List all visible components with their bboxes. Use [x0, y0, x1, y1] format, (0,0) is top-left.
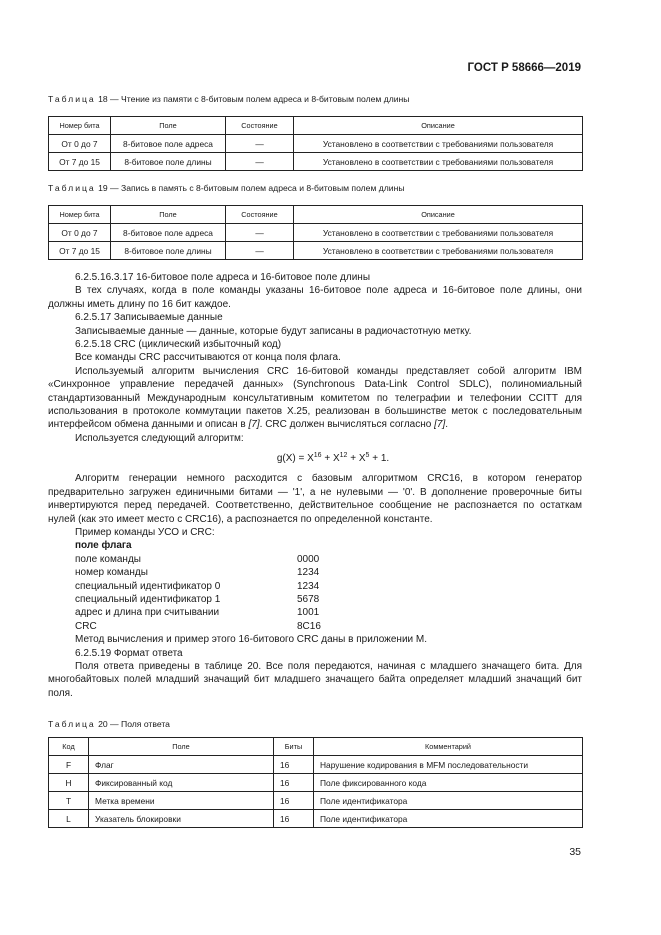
table-cell: Установлено в соответствии с требованиями пользователя [294, 242, 583, 260]
paragraph: Метод вычисления и пример этого 16-битового CRC даны в приложении М. [75, 634, 428, 646]
table-row [49, 792, 583, 810]
example-key: CRC [75, 620, 97, 632]
example-key: адрес и длина при считывании [75, 607, 220, 619]
table-caption-label: Таблица [48, 183, 96, 193]
header-cell: Код [49, 738, 89, 756]
table-cell: 8-битовое поле длины [111, 242, 226, 260]
example-row [48, 606, 582, 619]
table-cell: F [49, 756, 89, 774]
table-cell: Фиксированный код [89, 774, 274, 792]
table-cell: L [49, 810, 89, 828]
header-cell: Описание [294, 117, 583, 135]
document-id: ГОСТ Р 58666—2019 [467, 62, 581, 74]
header-cell: Поле [111, 206, 226, 224]
table-cell: Установлено в соответствии с требованиями пользователя [294, 224, 583, 242]
table-row [49, 135, 583, 153]
text: . [445, 419, 449, 431]
table-cell: 8-битовое поле длины [111, 153, 226, 171]
table-row [49, 242, 583, 260]
table-cell: 8-битовое поле адреса [111, 135, 226, 153]
example-key: поле команды [75, 553, 141, 565]
table-caption-text: 19 — Запись в память с 8-битовым полем адреса и 8-битовым полем длины [98, 183, 405, 193]
example-row [48, 620, 582, 633]
example-row [48, 580, 582, 593]
table-row [49, 756, 583, 774]
paragraph: Используется следующий алгоритм: [75, 432, 244, 444]
table-cell: — [226, 135, 294, 153]
header-cell: Комментарий [314, 738, 583, 756]
paragraph: В тех случаях, когда в поле команды указаны 16-битовое поле адреса и 16-битовое поле длины, они должны иметь длину по 16 бит каждое. [48, 285, 582, 310]
example-value: 8C16 [297, 620, 321, 632]
example-row [48, 566, 582, 579]
section-heading: 6.2.5.18 CRC (циклический избыточный код) [75, 339, 282, 351]
formula-part: + X [347, 453, 366, 465]
table-cell: 16 [274, 792, 314, 810]
reference-link: [7] [434, 419, 446, 431]
example-value: 1001 [297, 607, 320, 619]
example-row [48, 553, 582, 566]
table-cell: От 7 до 15 [49, 242, 111, 260]
table-cell: — [226, 153, 294, 171]
formula-exponent: 12 [339, 452, 348, 460]
table-cell: 8-битовое поле адреса [111, 224, 226, 242]
table-cell: Поле фиксированного кода [314, 774, 583, 792]
example-value: 1234 [297, 580, 320, 592]
example-key: специальный идентификатор 0 [75, 580, 221, 592]
table-19-caption [48, 183, 405, 193]
paragraph-crc-algorithm [48, 365, 582, 432]
header-cell: Состояние [226, 206, 294, 224]
table-19 [48, 205, 583, 260]
example-key: номер команды [75, 567, 148, 579]
table-cell: Нарушение кодирования в MFM последовательности [314, 756, 583, 774]
example-row [48, 593, 582, 606]
example-key: специальный идентификатор 1 [75, 593, 221, 605]
table-20 [48, 737, 583, 828]
table-cell: H [49, 774, 89, 792]
table-18-caption [48, 94, 409, 104]
header-cell: Номер бита [49, 117, 111, 135]
table-cell: От 0 до 7 [49, 135, 111, 153]
example-heading: поле флага [75, 540, 132, 552]
table-cell: T [49, 792, 89, 810]
example-value: 5678 [297, 593, 320, 605]
reference-link: [7] [248, 419, 260, 431]
formula-part: + X [321, 453, 340, 465]
table-cell: Установлено в соответствии с требованиями пользователя [294, 135, 583, 153]
crc-formula [48, 451, 582, 466]
header-cell: Состояние [226, 117, 294, 135]
section-heading: 6.2.5.16.3.17 16-битовое поле адреса и 16-битовое поле длины [75, 272, 371, 283]
header-cell: Номер бита [49, 206, 111, 224]
table-caption-label: Таблица [48, 719, 96, 729]
table-cell: Установлено в соответствии с требованиями пользователя [294, 153, 583, 171]
table-cell: Поле идентификатора [314, 810, 583, 828]
table-caption-text: 18 — Чтение из памяти с 8-битовым полем адреса и 8-битовым полем длины [98, 94, 410, 104]
section-heading: 6.2.5.19 Формат ответа [75, 647, 183, 659]
table-cell: 16 [274, 810, 314, 828]
header-cell: Поле [111, 117, 226, 135]
example-value: 1234 [297, 567, 320, 579]
table-cell: Флаг [89, 756, 274, 774]
table-20-caption [48, 719, 170, 729]
header-cell: Поле [89, 738, 274, 756]
header-cell: Описание [294, 206, 583, 224]
formula-part: + 1. [369, 453, 390, 465]
table-row [49, 153, 583, 171]
paragraph: Поля ответа приведены в таблице 20. Все поля передаются, начиная с младшего значащего бита. Для многобайтовых полей младший значащий бит младшего значащего байта определяет младший значащий бит поля. [48, 660, 582, 699]
formula-part: g(X) = X [276, 453, 314, 465]
example-value: 0000 [297, 553, 320, 565]
table-row [49, 810, 583, 828]
body-text [48, 271, 582, 700]
table-caption-text: 20 — Поля ответа [98, 719, 170, 729]
table-cell: — [226, 224, 294, 242]
table-cell: 16 [274, 774, 314, 792]
section-heading: 6.2.5.17 Записываемые данные [75, 312, 223, 324]
table-cell: — [226, 242, 294, 260]
table-18 [48, 116, 583, 171]
table-row [49, 774, 583, 792]
text: Используемый алгоритм вычисления CRC 16-битовой команды представляет собой алгоритм IBM «Синхронное управление передачей данных» (Synchronous Data-Link Control SDLC), полиномиальный стандартизованный Международным консультативным комитетом по телеграфии и телефонии CCITT для использования в протоколе коммутации пакетов X.25, реализован в большинстве меток с последовательным интерфейсом обмена данными и описан в [48, 365, 582, 431]
table-cell: От 7 до 15 [49, 153, 111, 171]
text: . CRC должен вычисляться согласно [259, 419, 435, 431]
header-cell: Биты [274, 738, 314, 756]
table-cell: От 0 до 7 [49, 224, 111, 242]
paragraph: Все команды CRC рассчитываются от конца поля флага. [75, 352, 341, 364]
formula-exponent: 5 [365, 452, 370, 460]
formula-exponent: 16 [313, 452, 322, 460]
paragraph: Записываемые данные — данные, которые будут записаны в радиочастотную метку. [75, 325, 472, 337]
page-number: 35 [569, 846, 581, 858]
paragraph: Алгоритм генерации немного расходится с базовым алгоритмом CRC16, в котором генератор предварительно загружен единичными битами — '1', а не нулевыми — '0'. В дополнение проверочные биты инвертируются перед передачей. Соответственно, действительное сообщение не распознается по остаткам нулей (как это имеет место с CRC16), а распознается по определенной константе. [48, 473, 582, 525]
table-cell: Метка времени [89, 792, 274, 810]
table-cell: Указатель блокировки [89, 810, 274, 828]
paragraph: Пример команды УСО и CRC: [75, 526, 215, 538]
table-cell: Поле идентификатора [314, 792, 583, 810]
table-row [49, 224, 583, 242]
table-caption-label: Таблица [48, 94, 96, 104]
table-cell: 16 [274, 756, 314, 774]
